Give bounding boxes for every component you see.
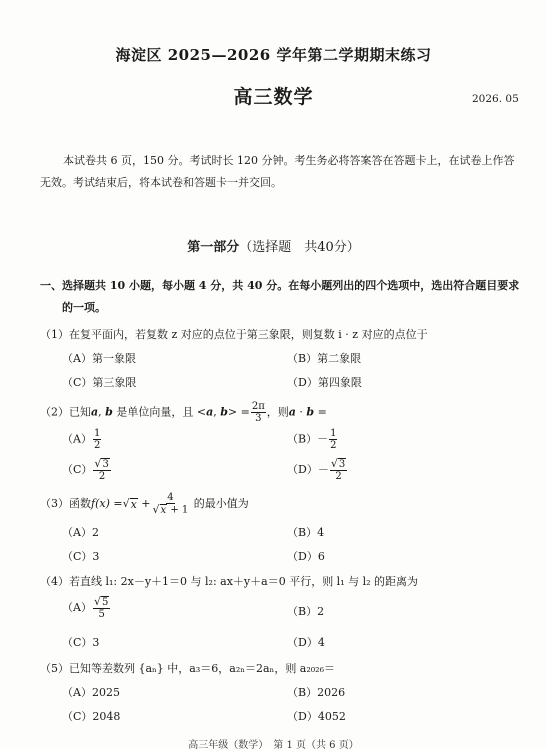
q2-b-fraction (329, 428, 337, 451)
subject-title: 高三数学 (233, 86, 314, 108)
q4-a-fraction (93, 596, 110, 620)
q2-c-label: （C） (62, 463, 93, 476)
q5-option-a: （A）2025 (62, 686, 120, 699)
q3-frac-num: 4 (167, 492, 174, 503)
q2-d-fraction (330, 458, 347, 482)
q4-a-radicand: 5 (101, 597, 109, 608)
q3-fraction (152, 492, 190, 516)
q3-fx: f(x) = (91, 497, 123, 510)
q2-c-radicand: 3 (102, 459, 109, 470)
q2-a-fraction (93, 428, 101, 451)
vector-a-3: a (288, 405, 296, 419)
q4-option-c: （C）3 (62, 636, 100, 649)
q3-plus: + (137, 497, 151, 510)
part-one-heading (0, 236, 547, 255)
q1-option-d: （D）第四象限 (287, 376, 362, 389)
q3-frac-den (152, 504, 190, 516)
part-one-title: 第一部分 (187, 240, 240, 255)
page-footer: 高三年级（数学） 第 1 页（共 6 页） (188, 740, 359, 751)
vector-a-2: a (206, 405, 214, 419)
q2-a-label: （A） (62, 432, 92, 446)
q3-den-plus: + 1 (167, 504, 189, 516)
q4-a-den: 5 (98, 609, 105, 620)
q2-comma: , (213, 405, 221, 419)
q4-option-b: （B）2 (287, 605, 325, 618)
q2-angle-close: > = (227, 405, 250, 419)
q2-d-num (330, 458, 347, 471)
q2-c-num (93, 458, 110, 471)
q5-option-d: （D）4052 (287, 710, 346, 723)
exam-date: 2026. 05 (472, 93, 519, 105)
vector-b-2: b (220, 405, 228, 419)
q4-stem: （4）若直线 l₁: 2x－y＋1＝0 与 l₂: ax＋y＋a＝0 平行，则 l₁ 与 l₂ 的距离为 (40, 575, 419, 588)
q3-radicand: x (130, 498, 137, 511)
q4-option-a (62, 596, 111, 620)
q2-eq: = (314, 405, 327, 419)
q2-mid: 是单位向量，且 < (112, 405, 207, 419)
q2-option-c (62, 458, 112, 482)
q3-stem (40, 492, 249, 516)
q1-option-b: （B）第二象限 (287, 352, 362, 365)
q2-dot: · (295, 405, 307, 419)
q1-option-c: （C）第三象限 (62, 376, 137, 389)
q2-option-b (287, 428, 338, 451)
q2-num: （2）已知 (40, 405, 91, 419)
sqrt-symbol: √ 3 (94, 457, 109, 470)
q3-num: （3）函数 (40, 497, 91, 510)
sqrt-symbol: √ 5 (93, 595, 109, 608)
q2-b-label: （B）－ (287, 432, 329, 446)
q2-stem (40, 401, 327, 424)
q2-tail: ，则 (266, 405, 289, 419)
vector-a: a (91, 405, 99, 419)
q2-frac-den: 3 (255, 413, 262, 424)
q2-a-num: 1 (93, 428, 101, 439)
sqrt-symbol: √ 3 (330, 457, 346, 470)
q1-stem: （1）在复平面内，若复数 z 对应的点位于第三象限，则复数 i · z 对应的点位于 (40, 328, 428, 341)
q4-a-num (93, 596, 110, 609)
q4-option-d: （D）4 (287, 636, 325, 649)
q2-frac-num: 2π (251, 401, 265, 412)
q5-stem: （5）已知等差数列 {aₙ} 中，a₃＝6，a₂ₙ＝2aₙ，则 a₂₀₂₆＝ (40, 662, 336, 675)
section-one-line-1: 一、选择题共 10 小题，每小题 4 分，共 40 分。在每小题列出的四个选项中，选出符合题目要求 (40, 279, 520, 292)
q2-d-den: 2 (335, 471, 342, 482)
q2-c-fraction (93, 458, 110, 482)
q2-c-den: 2 (98, 471, 106, 482)
q3-option-b: （B）4 (287, 526, 325, 539)
q3-option-a: （A）2 (62, 526, 99, 539)
exam-title: 海淀区 2025—2026 学年第二学期期末练习 (115, 46, 432, 64)
q5-option-b: （B）2026 (287, 686, 346, 699)
q2-d-radicand: 3 (338, 459, 346, 470)
intro-line-2: 无效。考试结束后，将本试卷和答题卡一并交回。 (40, 176, 282, 189)
q3-den-radicand: x (160, 505, 167, 516)
q4-a-label: （A） (62, 601, 92, 614)
q2-option-d (287, 458, 348, 482)
q3-tail: 的最小值为 (190, 497, 249, 510)
section-one-line-2: 的一项。 (62, 301, 106, 314)
q2-angle-fraction (251, 401, 266, 424)
q2-sep: , (98, 405, 106, 419)
q2-b-num: 1 (330, 428, 337, 439)
part-one-note: （选择题 共40分） (239, 240, 360, 255)
intro-line-1: 本试卷共 6 页，150 分。考试时长 120 分钟。考生务必将答案答在答题卡上，在试卷上作答 (63, 154, 515, 167)
q2-b-den: 2 (330, 440, 337, 451)
q5-option-c: （C）2048 (62, 710, 121, 723)
vector-b: b (105, 405, 113, 419)
sqrt-symbol: √ x (152, 503, 167, 516)
q1-option-a: （A）第一象限 (62, 352, 136, 365)
q3-option-c: （C）3 (62, 550, 100, 563)
q3-option-d: （D）6 (287, 550, 325, 563)
sqrt-symbol: √ x (122, 497, 137, 511)
q2-option-a (62, 428, 102, 451)
q2-a-den: 2 (93, 440, 101, 451)
q2-d-label: （D）－ (287, 463, 329, 476)
vector-b-3: b (306, 405, 315, 419)
